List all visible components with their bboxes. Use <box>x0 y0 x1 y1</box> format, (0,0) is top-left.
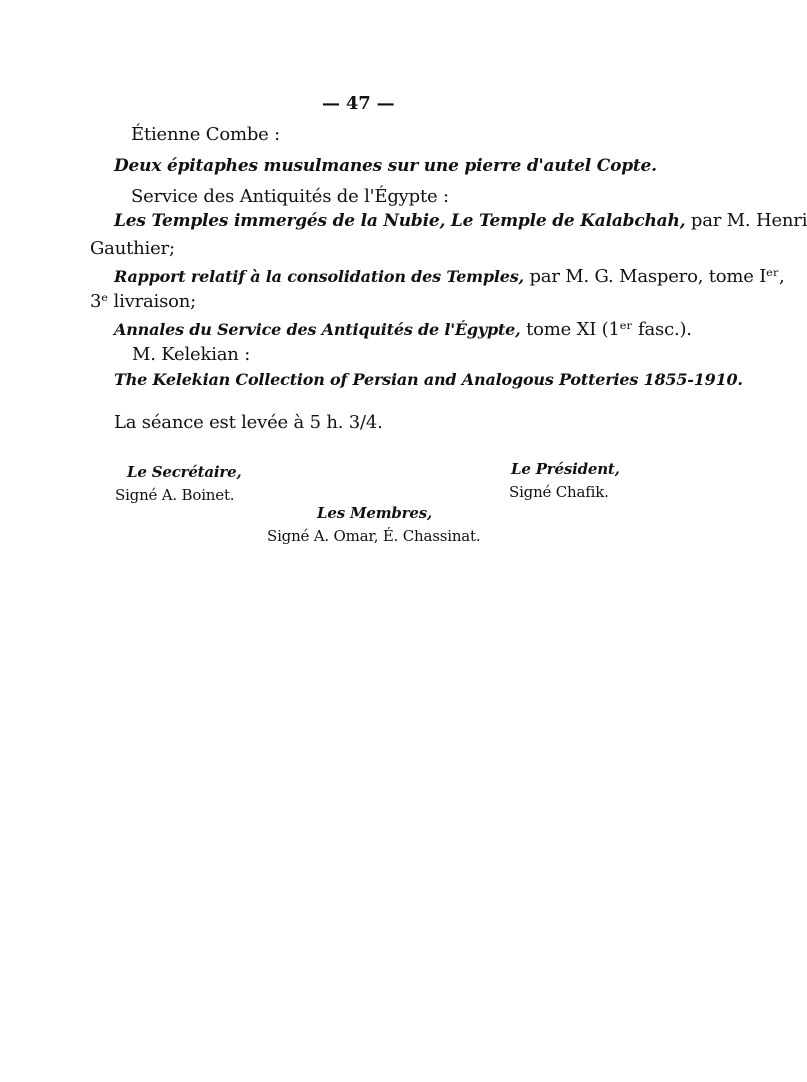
author-kelekian: M. Kelekian : <box>132 344 251 365</box>
entry-annales <box>114 319 692 341</box>
title-deux-epitaphes: Deux épitaphes musulmanes sur une pierre d'autel Copte. <box>114 156 657 176</box>
entry-temples-immerges <box>114 210 807 232</box>
members-role: Les Membres, <box>317 504 432 522</box>
entry-temples-rest: par M. Henri <box>690 210 807 231</box>
president-role: Le Président, <box>511 460 620 478</box>
closing-statement: La séance est levée à 5 h. 3/4. <box>114 412 383 433</box>
entry-rapport-rest: par M. G. Maspero, tome Iᵉʳ, <box>529 266 785 287</box>
title-kelekian-collection: The Kelekian Collection of Persian and Analogous Potteries 1855-1910. <box>114 370 743 389</box>
members-signature: Signé A. Omar, É. Chassinat. <box>267 527 481 545</box>
president-signature: Signé Chafik. <box>509 483 609 501</box>
title-temples-immerges: Les Temples immergés de la Nubie, Le Temple de Kalabchah, <box>114 211 686 231</box>
secretary-role: Le Secrétaire, <box>127 463 242 481</box>
title-annales: Annales du Service des Antiquités de l'Égypte, <box>114 320 521 339</box>
entry-temples-continuation: Gauthier; <box>90 238 175 259</box>
entry-rapport-continuation: 3ᵉ livraison; <box>90 291 197 312</box>
page-number: — 47 — <box>322 93 395 114</box>
title-rapport-consolidation: Rapport relatif à la consolidation des Temples, <box>114 267 524 286</box>
author-service-antiquites: Service des Antiquités de l'Égypte : <box>131 186 449 207</box>
secretary-signature: Signé A. Boinet. <box>115 486 235 504</box>
entry-rapport-consolidation <box>114 266 785 288</box>
author-combe: Étienne Combe : <box>131 124 280 145</box>
entry-annales-rest: tome XI (1ᵉʳ fasc.). <box>526 319 692 340</box>
